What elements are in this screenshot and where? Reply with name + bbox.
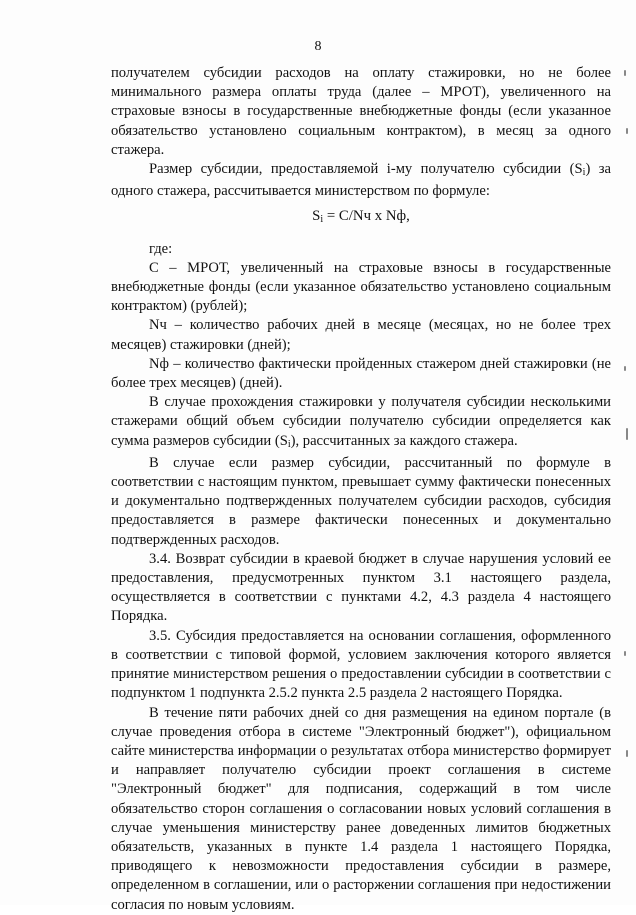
- paragraph-multiple-interns: [111, 393, 611, 454]
- paragraph-multiple-interns-text: В случае прохождения стажировки у получателя субсидии несколькими стажерами общий объем субсидии получателю субсидии определяется как сумма размеров субсидии (S: [111, 394, 611, 449]
- scan-margin-mark: [626, 428, 628, 440]
- formula-left: S: [312, 208, 321, 225]
- clause-3-5: 3.5. Субсидия предоставляется на основании соглашения, оформленного в соответствии с типовой формой, условием заключения которого является принятие министерством решения о предоставлении субсидии в соответствии с подпунктом 1 подпункта 2.5.2 пункта 2.5 раздела 2 настоящего Порядка.: [111, 627, 611, 702]
- definition-c: С – МРОТ, увеличенный на страховые взносы в государственные внебюджетные фонды (если указанное обязательство установлено социальным контрактом) (рублей);: [111, 259, 611, 315]
- paragraph-agreement-timeline: В течение пяти рабочих дней со дня размещения на едином портале (в случае проведения отбора в системе "Электронный бюджет"), официальном сайте министерства информации о результатах отбора министерство формирует и направляет получателю субсидии проект соглашения в системе "Электронный бюджет" для подписания, содержащий в том числе обязательство сторон соглашения о согласовании новых условий соглашения в случае уменьшения министерству ранее доведенных лимитов бюджетных обязательств, указанных в пункте 1.4 раздела 1 настоящего Порядка, приводящего к невозможности предоставления субсидии в размере, определенном в соглашении, или о расторжении соглашения при недостижении согласия по новым условиям.: [111, 704, 611, 913]
- definition-nf: Nф – количество фактически пройденных стажером дней стажировки (не более трех месяцев) (дней).: [111, 355, 611, 392]
- scan-margin-mark: [624, 366, 626, 371]
- formula-subscript: i: [320, 214, 324, 226]
- paragraph-2-subscript: i: [582, 167, 586, 179]
- paragraph-where: где:: [149, 240, 173, 257]
- subsidy-formula: [111, 207, 611, 229]
- document-body: [111, 64, 611, 915]
- formula-right: = C/Nч x Nф,: [323, 208, 410, 225]
- paragraph-2-text: Размер субсидии, предоставляемой i-му получателю субсидии (S: [149, 161, 583, 178]
- scan-margin-mark: [626, 750, 628, 757]
- scan-margin-mark: [624, 651, 626, 656]
- scan-margin-mark: [624, 70, 626, 76]
- paragraph-2-tail: ) за одного стажера, рассчитывается министерством по формуле:: [111, 161, 611, 200]
- definition-nch: Nч – количество рабочих дней в месяце (месяцах, но не более трех месяцев) стажировки (дней);: [111, 317, 611, 353]
- paragraph-multiple-interns-subscript: i: [287, 438, 291, 450]
- paragraph-2: [111, 160, 611, 201]
- paragraph-excess: В случае если размер субсидии, рассчитанный по формуле в соответствии с настоящим пунктом, превышает сумму фактически понесенных и документально подтвержденных получателем субсидии расходов, субсидия предоставляется в размере фактически понесенных и документально подтвержденных расходов.: [111, 454, 611, 548]
- page-number: 8: [314, 39, 322, 54]
- scan-margin-mark: [626, 128, 628, 134]
- paragraph-1: получателем субсидии расходов на оплату стажировки, но не более минимального размера оплаты труда (далее – МРОТ), увеличенного на страховые взносы в государственные внебюджетные фонды (если указанное обязательство установлено социальным контрактом), в месяц за одного стажера.: [111, 65, 611, 158]
- clause-3-4: 3.4. Возврат субсидии в краевой бюджет в случае нарушения условий ее предоставления, предусмотренных пунктом 3.1 настоящего раздела, осуществляется в соответствии с пунктами 4.2, 4.3 раздела 4 настоящего Порядка.: [111, 550, 611, 625]
- paragraph-multiple-interns-tail: ), рассчитанных за каждого стажера.: [290, 432, 518, 449]
